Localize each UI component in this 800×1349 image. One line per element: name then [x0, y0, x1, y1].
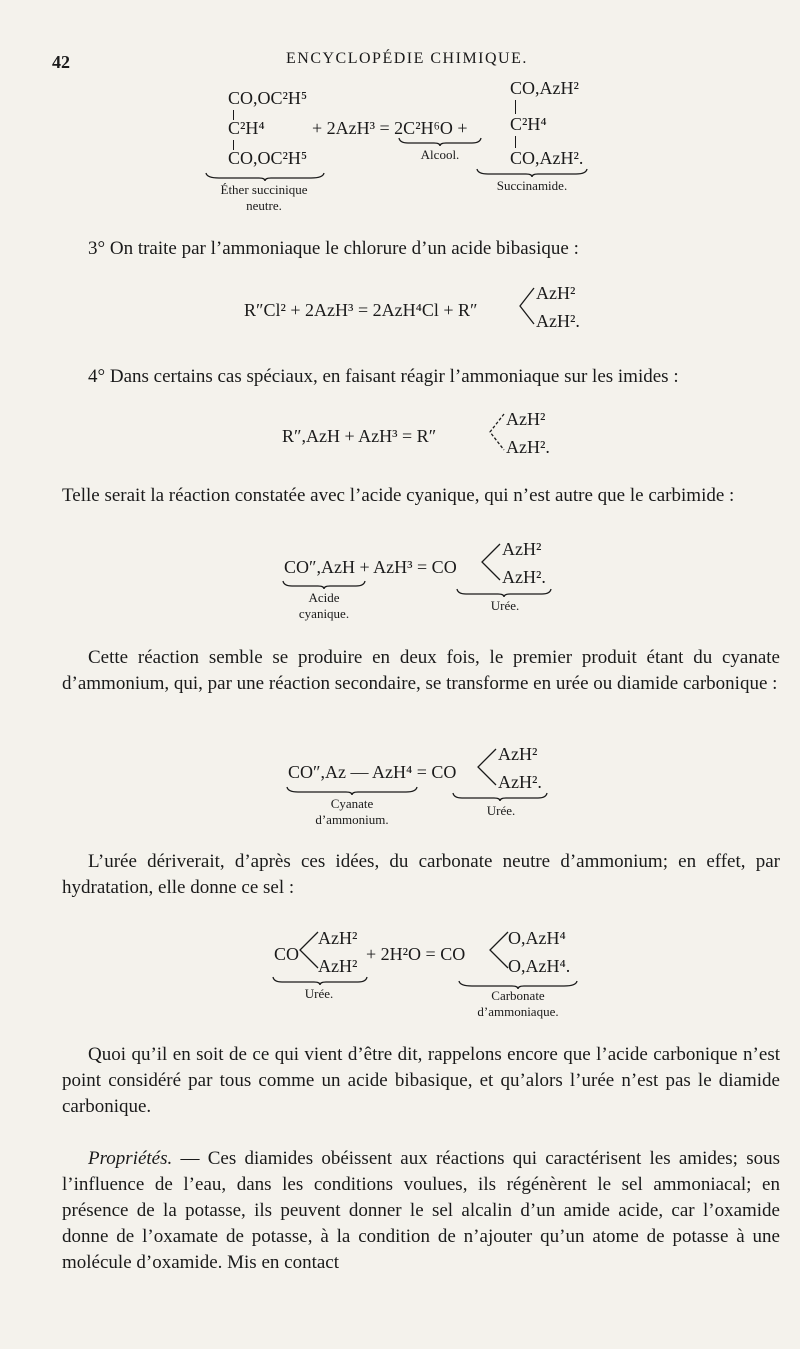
formula-left: CO″,Az — AzH⁴ = CO: [288, 762, 457, 782]
formula-right-top: CO,AzH²: [510, 78, 579, 98]
formula-top-left: AzH²: [318, 928, 358, 948]
formula-left-mid: C²H⁴: [228, 118, 265, 138]
formula-bot: AzH².: [506, 437, 550, 457]
fork-lines: [488, 410, 506, 454]
formula-top-right: O,AzH⁴: [508, 928, 566, 948]
running-head: ENCYCLOPÉDIE CHIMIQUE.: [286, 50, 528, 67]
formula-top: AzH²: [498, 744, 538, 764]
paragraph-3: 3° On traite par l’ammoniaque le chlorure d’un acide bibasique :: [88, 238, 579, 259]
formula-bot-right: O,AzH⁴.: [508, 956, 571, 976]
label-uree: Urée.: [486, 803, 516, 818]
paragraph-uree: L’urée dériverait, d’après ces idées, du carbonate neutre d’ammonium; en effet, par hydratation, elle donne ce sel :: [62, 851, 780, 898]
label-carbonate: Carbonate d’ammoniaque.: [477, 988, 559, 1019]
bond-line: [515, 100, 516, 114]
formula-right-bot: CO,AzH².: [510, 148, 584, 168]
fork-lines: [476, 745, 498, 789]
label-cyanate: Cyanate d’ammonium.: [315, 796, 389, 827]
underbrace: [456, 588, 552, 596]
underbrace: [282, 580, 366, 588]
formula-left-top: CO,OC²H⁵: [228, 88, 308, 108]
fork-lines: [488, 928, 510, 972]
paragraph-4: 4° Dans certains cas spéciaux, en faisant réagir l’ammoniaque sur les imides :: [88, 366, 679, 387]
paragraph-quoi: Quoi qu’il en soit de ce qui vient d’être dit, rappelons encore que l’acide carbonique n’est point considéré par tous comme un acide bibasique, et qu’alors l’urée n’est pas le diamide carbonique.: [62, 1044, 780, 1117]
formula-left-bot: CO,OC²H⁵: [228, 148, 308, 168]
formula-bot: AzH².: [536, 311, 580, 331]
formula-top: AzH²: [502, 539, 542, 559]
underbrace: [272, 976, 368, 984]
formula-left: R″,AzH + AzH³ = R″: [282, 426, 437, 446]
underbrace: [286, 786, 418, 794]
formula-top: AzH²: [506, 409, 546, 429]
underbrace: [398, 137, 482, 145]
bond-line: [515, 136, 516, 148]
formula-left: R″Cl² + 2AzH³ = 2AzH⁴Cl + R″: [244, 300, 478, 320]
formula-right-mid: C²H⁴: [510, 114, 547, 134]
section-heading-proprietes: Propriétés.: [88, 1148, 173, 1169]
underbrace: [458, 980, 578, 988]
formula-middle: + 2H²O = CO: [366, 944, 466, 964]
paragraph-proprietes: [62, 1146, 780, 1276]
formula-bot: AzH².: [502, 567, 546, 587]
formula-middle: + 2AzH³ = 2C²H⁶O +: [312, 118, 468, 138]
formula-bot: AzH².: [498, 772, 542, 792]
paragraph-cyanique: Telle serait la réaction constatée avec l’acide cyanique, qui n’est autre que le carbimide :: [62, 485, 735, 506]
label-ether: Éther succinique neutre.: [220, 182, 308, 213]
formula-bot-left: AzH²: [318, 956, 358, 976]
label-uree: Urée.: [304, 986, 334, 1001]
underbrace: [452, 792, 548, 800]
formula-left: CO″,AzH + AzH³ = CO: [284, 557, 457, 577]
label-acide-cyanique: Acide cyanique.: [298, 590, 350, 621]
underbrace: [205, 172, 325, 180]
proprietes-text: — Ces diamides obéissent aux réactions qui caractérisent les amides; sous l’influence de l’eau, dans les conditions voulues, ils régénèrent le sel ammoniacal; en présence de la potasse, ils peuvent donner le sel alcalin d’un amide acide, car l’oxamide donne de l’oxamate de potasse, à la condition de n’ajouter qu’un atome de potasse à une molécule d’oxamide. Mis en contact: [62, 1148, 780, 1273]
fork-lines: [518, 284, 536, 328]
fork-lines: [480, 540, 502, 584]
page-number: 42: [52, 52, 70, 72]
formula-top: AzH²: [536, 283, 576, 303]
label-uree: Urée.: [490, 598, 520, 613]
fork-lines: [298, 928, 320, 972]
label-succinamide: Succinamide.: [496, 178, 568, 193]
formula-co-left: CO: [274, 944, 300, 964]
paragraph-deux-fois: Cette réaction semble se produire en deux fois, le premier produit étant du cyanate d’ammonium, qui, par une réaction secondaire, se transforme en urée ou diamide carbonique :: [62, 647, 780, 694]
underbrace: [476, 168, 588, 176]
label-alcool: Alcool.: [420, 147, 460, 162]
